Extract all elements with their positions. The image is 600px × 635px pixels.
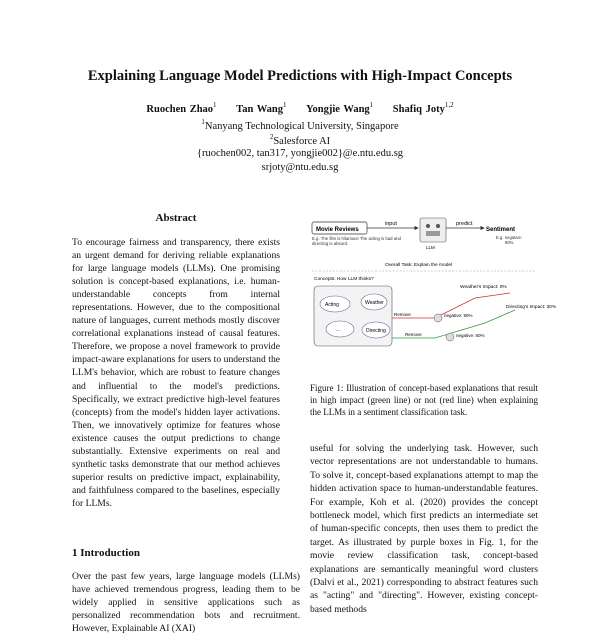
author-2: Tan Wang$^1$	[236, 101, 287, 115]
movie-reviews-label: Movie Reviews	[316, 227, 359, 233]
remove-label-1: Remove	[394, 312, 411, 317]
author-4: Shafiq Joty$^{1,2}$	[392, 101, 454, 115]
affiliation-1: $^1$Nanyang Technological University, Singapore	[201, 118, 399, 132]
concept-weather-label: Weather	[365, 300, 384, 306]
weather-impact-label: Weather's Impact: 0%	[460, 285, 507, 290]
llm-icon-small-2	[446, 333, 454, 341]
llm-icon	[420, 218, 446, 242]
predict-arrow-label: predict	[456, 221, 473, 227]
concept-acting-label: Acting	[325, 302, 339, 308]
concepts-label: Concepts: How LLM thinks?	[314, 277, 374, 282]
result-1-label: negative: 90%	[444, 313, 473, 318]
introduction-heading: 1 Introduction	[72, 547, 140, 559]
remove-label-2: Remove	[405, 332, 422, 337]
result-2-label: negative: 60%	[456, 333, 485, 338]
example-prediction-text: E.g. negative: 90%	[495, 235, 523, 246]
llm-eye-right	[436, 224, 440, 228]
concept-ellipsis-label: ...	[336, 327, 341, 333]
input-arrow-label: input	[385, 221, 397, 227]
llm-eye-left	[426, 224, 430, 228]
author-3: Yongjie Wang$^1$	[306, 101, 374, 115]
figure-1	[310, 218, 557, 358]
email-line-2: srjoty@ntu.edu.sg	[261, 162, 339, 173]
abstract-heading: Abstract	[155, 212, 197, 224]
introduction-text: Over the past few years, large language models (LLMs) have achieved tremendous progress, leading them to be widely applied in sensitive applications such as personalized recommendation bots and recruitment. However, Explainable AI (XAI)	[72, 571, 300, 634]
sentiment-label: Sentiment	[486, 227, 516, 233]
paper-title: Explaining Language Model Predictions with High-Impact Concepts	[87, 68, 513, 84]
directing-impact-label: Directing's Impact: 30%	[506, 305, 557, 310]
overall-task-label: Overall Task: Explain the model	[385, 263, 453, 268]
affiliation-2: $^2$Salesforce AI	[269, 133, 331, 147]
email-line-1: {ruochen002, tan317, yongjie002}@e.ntu.edu.sg	[196, 148, 404, 159]
author-1: Ruochen Zhao$^1$	[146, 101, 217, 115]
llm-mouth	[426, 231, 440, 236]
abstract-text: To encourage fairness and transparency, there exists an urgent demand for deriving reliable explanations for large language models (LLMs). One promising solution is concept-based explanations, i.e. human-understandable concepts from internal representations. However, due to the compositional nature of languages, current methods mostly discover correlational explanations instead of causal features. Therefore, we propose a novel framework to provide impact-aware explanations for users to understand the LLM's behavior, which are robust to feature changes and influential to the model's predictions. Specifically, we extract predictive high-level features (concepts) from the model's hidden layer activations. Then, we innovatively optimize for features whose existence causes the output predictions to change substantially. Extensive experiments on real and synthetic tasks demonstrate that our method achieves superior results on predictive impact, explainability, and faithfulness compared to the baselines, especially for LLMs.	[72, 237, 280, 509]
llm-icon-small-1	[434, 314, 442, 322]
example-review-text: E.g. The film is hilarious! The acting is bad and directing is absurd.	[312, 236, 401, 247]
author-list	[0, 101, 600, 115]
figure-caption: Figure 1: Illustration of concept-based explanations that result in high impact (green line) or not (red line) when explaining the LLMs in a sentiment classification task.	[310, 383, 538, 417]
right-column-text: useful for solving the underlying task. However, such vector representations are not understandable to humans. To solve it, concept-based explanations attempt to map the hidden activation space to human-understandable features. For example, Koh et al. (2020) provides the concept bottleneck model, which first predicts an intermediate set of human-specific concepts, then uses them to predict the target. As illustrated by purple boxes in Fig. 1, for the movie review classification task, concept-based explanations are semantically meaningful word clusters (Dalvi et al., 2021) corresponding to abstract features such as "acting" and "directing". However, existing concept-based methods	[310, 443, 538, 615]
concept-directing-label: Directing	[366, 328, 386, 334]
llm-label: LLM	[426, 245, 435, 250]
